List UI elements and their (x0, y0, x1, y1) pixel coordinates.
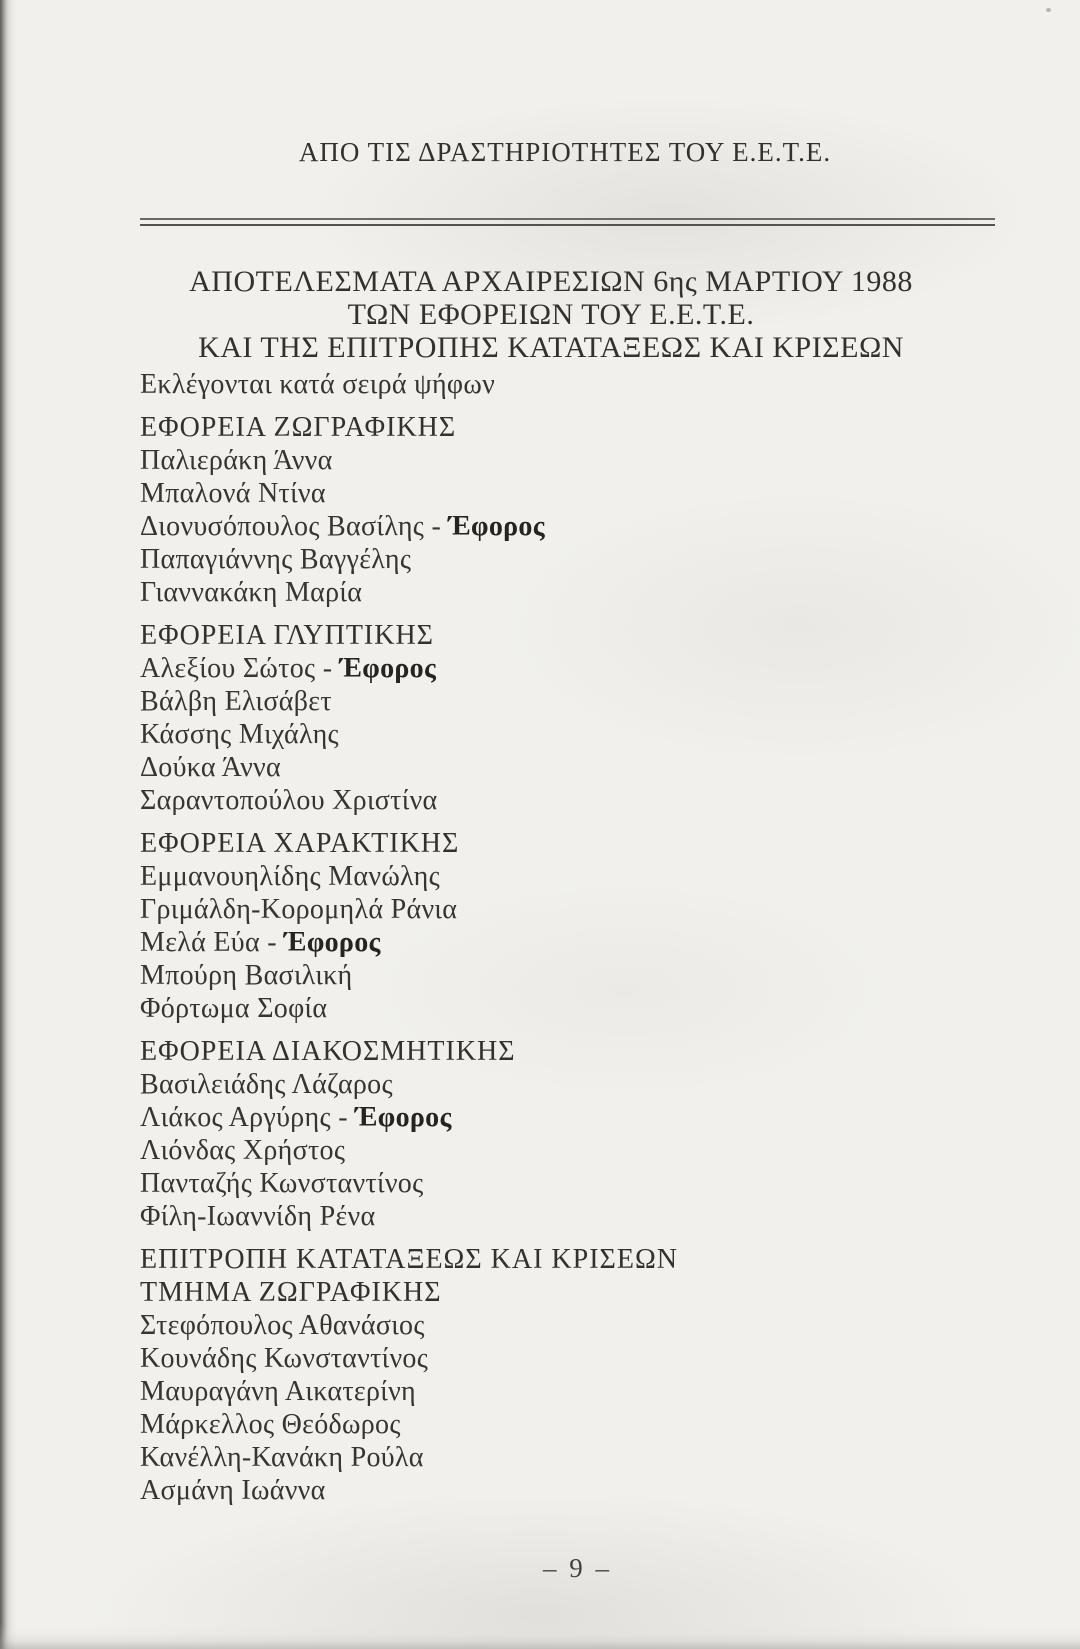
member-role (260, 927, 381, 958)
member-role (424, 511, 545, 542)
member-row (140, 1408, 962, 1441)
role-label: Έφορος (339, 653, 437, 684)
member-name: Μελά Εύα (140, 927, 260, 958)
page-bottom-edge-shadow (0, 1623, 1080, 1649)
member-row (140, 1068, 962, 1101)
member-list (140, 1068, 962, 1233)
scan-speck (1046, 8, 1051, 12)
committee-section (140, 1035, 962, 1233)
member-name: Αλεξίου Σώτος (140, 653, 316, 684)
role-label: Έφορος (355, 1102, 452, 1133)
member-row (140, 1474, 962, 1507)
member-role (315, 653, 436, 684)
member-row (140, 1309, 962, 1342)
section-title (140, 827, 962, 860)
member-name: Μαυραγάνη Αικατερίνη (140, 1376, 416, 1407)
role-label: Έφορος (448, 511, 545, 542)
results-heading-line-3: ΚΑΙ ΤΗΣ ΕΠΙΤΡΟΠΗΣ ΚΑΤΑΤΑΞΕΩΣ ΚΑΙ ΚΡΙΣΕΩΝ (198, 331, 904, 364)
member-row (140, 477, 962, 510)
member-role (331, 1102, 452, 1133)
section-title (140, 619, 962, 652)
section-title-line: ΕΦΟΡΕΙΑ ΖΩΓΡΑΦΙΚΗΣ (140, 412, 457, 443)
sections-list (140, 411, 962, 1507)
section-title-line: ΕΦΟΡΕΙΑ ΔΙΑΚΟΣΜΗΤΙΚΗΣ (140, 1036, 516, 1067)
member-name: Γιαννακάκη Μαρία (140, 577, 363, 608)
section-title-line: ΤΜΗΜΑ ΖΩΓΡΑΦΙΚΗΣ (140, 1277, 442, 1308)
role-label: Έφορος (284, 927, 381, 958)
results-heading (140, 265, 962, 364)
member-name: Μάρκελλος Θεόδωρος (140, 1409, 401, 1440)
member-row (140, 543, 962, 576)
role-separator: - (424, 511, 449, 542)
member-row (140, 1342, 962, 1375)
member-name: Μπούρη Βασιλική (140, 960, 353, 991)
member-name: Βασιλειάδης Λάζαρος (140, 1069, 393, 1100)
member-name: Βάλβη Ελισάβετ (140, 686, 332, 717)
intro-line: Εκλέγονται κατά σειρά ψήφων (140, 369, 496, 400)
member-name: Ασμάνη Ιωάννα (140, 1475, 326, 1506)
role-separator: - (315, 653, 340, 684)
committee-section (140, 827, 962, 1025)
member-name: Μπαλονά Ντίνα (140, 478, 326, 509)
member-row (140, 1134, 962, 1167)
document-title: ΑΠΟ ΤΙΣ ΔΡΑΣΤΗΡΙΟΤΗΤΕΣ ΤΟΥ Ε.Ε.Τ.Ε. (298, 137, 832, 167)
member-name: Εμμανουηλίδης Μανώλης (140, 861, 441, 892)
member-row (140, 959, 962, 992)
results-heading-line-1: ΑΠΟΤΕΛΕΣΜΑΤΑ ΑΡΧΑΙΡΕΣΙΩΝ 6ης ΜΑΡΤΙΟΥ 1988 (189, 265, 913, 298)
member-name: Σαραντοπούλου Χριστίνα (140, 785, 438, 816)
committee-section (140, 411, 962, 609)
member-name: Φόρτωμα Σοφία (140, 993, 328, 1024)
section-title-line: ΕΦΟΡΕΙΑ ΓΛΥΠΤΙΚΗΣ (140, 620, 434, 651)
member-name: Στεφόπουλος Αθανάσιος (140, 1310, 425, 1341)
member-row (140, 685, 962, 718)
member-name: Γριμάλδη-Κορομηλά Ράνια (140, 894, 458, 925)
member-name: Παλιεράκη Άννα (140, 445, 333, 476)
member-name: Κάσσης Μιχάλης (140, 719, 339, 750)
member-name: Διονυσόπουλος Βασίλης (140, 511, 425, 542)
page-number: – 9 – (543, 1553, 610, 1583)
member-row (140, 652, 962, 685)
member-list (140, 652, 962, 817)
member-row (140, 1375, 962, 1408)
committee-section (140, 1243, 962, 1507)
member-row (140, 926, 962, 959)
member-name: Παπαγιάννης Βαγγέλης (140, 544, 412, 575)
role-separator: - (259, 927, 285, 958)
member-row (140, 1441, 962, 1474)
member-row (140, 444, 962, 477)
member-name: Λιάκος Αργύρης (140, 1102, 331, 1133)
member-row (140, 751, 962, 784)
section-title-line: ΕΠΙΤΡΟΠΗ ΚΑΤΑΤΑΞΕΩΣ ΚΑΙ ΚΡΙΣΕΩΝ (140, 1244, 678, 1275)
member-name: Δούκα Άννα (140, 752, 281, 783)
member-name: Λιόνδας Χρήστος (140, 1135, 346, 1166)
results-heading-line-2: ΤΩΝ ΕΦΟΡΕΙΩΝ ΤΟΥ Ε.Ε.Τ.Ε. (347, 298, 755, 331)
page-content (140, 0, 962, 1507)
section-title (140, 1243, 962, 1309)
member-row (140, 784, 962, 817)
double-rule-divider (140, 218, 995, 226)
member-name: Κουνάδης Κωνσταντίνος (140, 1343, 429, 1374)
member-row (140, 576, 962, 609)
member-row (140, 1101, 962, 1134)
member-row (140, 1200, 962, 1233)
member-row (140, 860, 962, 893)
member-row (140, 1167, 962, 1200)
member-list (140, 444, 962, 609)
section-title (140, 1035, 962, 1068)
section-title-line: ΕΦΟΡΕΙΑ ΧΑΡΑΚΤΙΚΗΣ (140, 828, 460, 859)
member-row (140, 510, 962, 543)
member-list (140, 860, 962, 1025)
member-row (140, 893, 962, 926)
section-title (140, 411, 962, 444)
member-name: Φίλη-Ιωαννίδη Ρένα (140, 1201, 376, 1232)
member-name: Πανταζής Κωνσταντίνος (140, 1168, 424, 1199)
member-row (140, 718, 962, 751)
member-name: Κανέλλη-Κανάκη Ρούλα (140, 1442, 424, 1473)
role-separator: - (330, 1102, 356, 1133)
page-left-edge-shadow (0, 0, 16, 1649)
member-list (140, 1309, 962, 1507)
member-row (140, 992, 962, 1025)
committee-section (140, 619, 962, 817)
